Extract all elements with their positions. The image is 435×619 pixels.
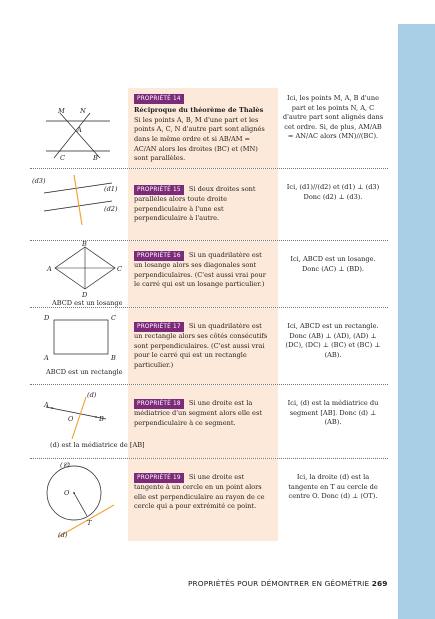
label-C: C: [117, 265, 123, 273]
figure-parallels: [30, 169, 128, 240]
page-number: 269: [371, 579, 388, 588]
property-tag: PROPRIÉTÉ 16: [134, 251, 184, 261]
example-cell: Ici, ABCD est un rectangle. Donc (AB) ⊥ (AD), (AD) ⊥ (DC), (DC) ⊥ (BC) et (BC) ⊥ (AB).: [285, 322, 381, 359]
property-title: Réciproque du théorème de Thalès: [134, 106, 264, 115]
property-tag: PROPRIÉTÉ 18: [134, 399, 184, 409]
property-tag: PROPRIÉTÉ 15: [134, 185, 184, 195]
label-B: B: [82, 240, 87, 248]
label-circle: (𝒞): [60, 461, 70, 469]
label-N: N: [80, 107, 86, 115]
label-d2: (d2): [104, 205, 118, 213]
property-text: Si les points A, B, M d'une part et les points A, C, N d'autre part sont alignés dans le même ordre et si AB/AM = AC/AN alors les droites (BC) et (MN) sont parallèles.: [134, 115, 265, 163]
table-row: [30, 385, 388, 459]
property-text: Si une droite est la médiatrice d'un segment alors elle est perpendiculaire à ce segment.: [134, 399, 262, 427]
page-edge-tab: [398, 24, 435, 619]
example-cell: Ici, les points M, A, B d'une part et les points N, A, C d'autre part sont alignés dans cet ordre. Si, de plus, AM/AB = AN/AC alors (MN)//(BC).: [282, 94, 384, 141]
label-T: T: [87, 519, 92, 527]
label-B: B: [93, 154, 98, 162]
property-text: Si un quadrilatère est un losange alors ses diagonales sont perpendiculaires. (C'est aussi vrai pour le carré qui est un losange particulier.): [134, 251, 266, 289]
example-cell: Ici, (d1)//(d2) et (d1) ⊥ (d3) Donc (d2) ⊥ (d3).: [286, 183, 380, 201]
label-O: O: [68, 415, 74, 423]
label-d3: (d3): [32, 177, 46, 185]
label-B: B: [111, 354, 116, 362]
example-cell: Ici, la droite (d) est la tangente en T au cercle de centre O. Donc (d) ⊥ (OT).: [288, 473, 378, 501]
property-cell: [128, 308, 278, 384]
example-cell: Ici, (d) est la médiatrice du segment [AB]. Donc (d) ⊥ (AB).: [287, 399, 379, 427]
tangente-diagram: [30, 459, 128, 541]
label-A: A: [77, 126, 82, 134]
example-cell: Ici, ABCD est un losange. Donc (AC) ⊥ (BD).: [290, 255, 376, 273]
footer-title: PROPRIÉTÉS POUR DÉMONTRER EN GÉOMÉTRIE: [188, 579, 370, 588]
label-M: M: [58, 107, 65, 115]
thales-diagram: [30, 88, 128, 168]
page-footer: [188, 579, 387, 588]
figure-rectangle: [30, 308, 128, 384]
label-B: B: [99, 415, 104, 423]
property-tag: PROPRIÉTÉ 14: [134, 94, 184, 104]
property-cell: [128, 385, 278, 458]
figure-caption: ABCD est un rectangle: [46, 368, 123, 376]
label-C: C: [111, 314, 117, 322]
label-A: A: [47, 265, 52, 273]
property-tag: PROPRIÉTÉ 19: [134, 473, 184, 483]
label-D: D: [44, 314, 50, 322]
label-d1: (d1): [104, 185, 118, 193]
property-cell: [128, 88, 278, 168]
property-text: Si un quadrilatère est un rectangle alors ses côtés consécutifs sont perpendiculaires. (C'est aussi vrai pour le carré qui est un rectangle particulier.): [134, 322, 268, 370]
property-cell: [128, 169, 278, 240]
property-cell: [128, 459, 278, 541]
label-d: (d): [58, 531, 68, 539]
table-row: [30, 88, 388, 169]
figure-losange: [30, 241, 128, 307]
property-text: Si une droite est tangente à un cercle en un point alors elle est perpendiculaire au rayon de ce cercle qui a pour extrémité ce point.: [134, 473, 265, 511]
label-d: (d): [87, 391, 97, 399]
figure-mediatrice: [30, 385, 145, 458]
label-A: A: [44, 354, 49, 362]
label-D: D: [82, 291, 88, 299]
table-row: [30, 308, 388, 385]
figure-tangente: [30, 459, 128, 541]
mediatrice-diagram: [30, 385, 145, 458]
property-text: Si deux droites sont parallèles alors toute droite perpendiculaire à l'une est perpendiculaire à l'autre.: [134, 185, 256, 223]
property-cell: [128, 241, 278, 307]
table-row: [30, 241, 388, 308]
label-C: C: [60, 154, 66, 162]
figure-caption: ABCD est un losange: [52, 299, 123, 307]
label-O: O: [64, 489, 70, 497]
figure-thales: [30, 88, 128, 168]
properties-table: [30, 88, 388, 541]
label-A: A: [44, 401, 49, 409]
losange-diagram: [30, 241, 128, 307]
table-row: [30, 169, 388, 241]
rectangle-diagram: [30, 308, 128, 384]
figure-caption: (d) est la médiatrice de [AB]: [50, 441, 145, 449]
parallels-diagram: [30, 169, 128, 240]
table-row: [30, 459, 388, 541]
property-tag: PROPRIÉTÉ 17: [134, 322, 184, 332]
